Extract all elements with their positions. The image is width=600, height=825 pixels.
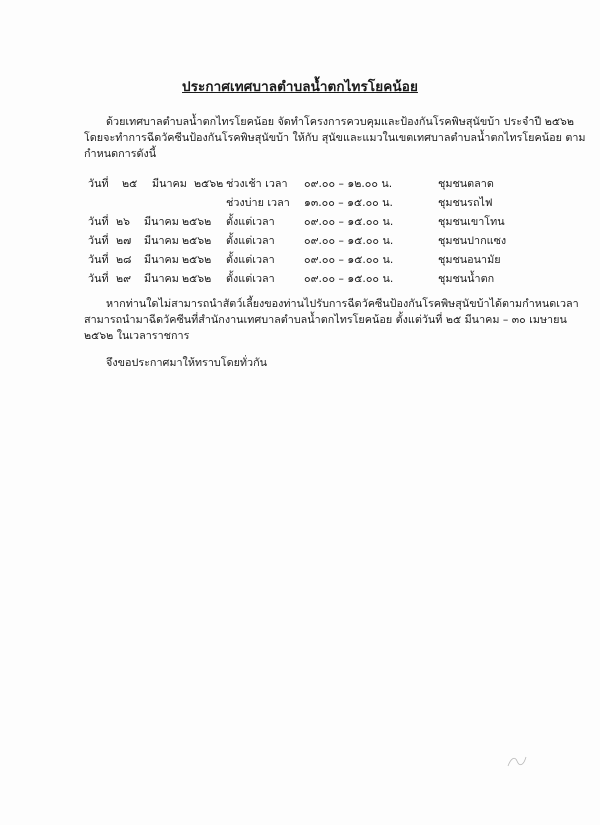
vaccination-schedule (84, 175, 507, 289)
schedule-date: ๒๖ (116, 215, 130, 228)
schedule-period: ตั้งแต่เวลา (226, 253, 275, 266)
schedule-row (84, 270, 504, 289)
announcement-title: ประกาศเทศบาลตำบลน้ำตกไทรโยคน้อย (182, 79, 418, 95)
schedule-year: ๒๕๖๒ (182, 253, 212, 266)
schedule-time: ๑๓.๐๐ – ๑๕.๐๐ น. (304, 196, 393, 209)
schedule-day-label: วันที่ (88, 234, 109, 247)
followup-paragraph (84, 296, 579, 344)
schedule-month: มีนาคม (144, 215, 179, 228)
pen-mark-scribble (505, 752, 529, 770)
schedule-month: มีนาคม (144, 253, 179, 266)
schedule-community: ชุมชนรถไฟ (438, 196, 493, 209)
schedule-row (84, 194, 504, 213)
schedule-community: ชุมชนน้ำตก (438, 272, 495, 285)
schedule-row (84, 232, 507, 251)
schedule-date: ๒๙ (116, 272, 132, 285)
schedule-row (84, 175, 504, 194)
schedule-period: ช่วงบ่าย เวลา (226, 196, 290, 209)
schedule-community: ชุมชนตลาด (438, 177, 494, 190)
followup-line-3: ๒๕๖๒ ในเวลาราชการ (84, 329, 190, 342)
schedule-year: ๒๕๖๒ (182, 215, 212, 228)
schedule-community: ชุมชนปากแซง (438, 234, 507, 247)
schedule-community: ชุมชนเขาโทน (438, 215, 505, 228)
schedule-time: ๐๙.๐๐ – ๑๕.๐๐ น. (304, 272, 394, 285)
schedule-month: มีนาคม (144, 272, 179, 285)
followup-line-2: สามารถนำมาฉีดวัคซีนที่สำนักงานเทศบาลตำบลน้ำตกไทรโยคน้อย ตั้งแต่วันที่ ๒๕ มีนาคม – ๓๐ เมษายน (84, 313, 567, 326)
schedule-year: ๒๕๖๒ (194, 177, 224, 190)
schedule-time: ๐๙.๐๐ – ๑๕.๐๐ น. (304, 234, 394, 247)
schedule-day-label: วันที่ (88, 177, 109, 190)
schedule-period: ตั้งแต่เวลา (226, 234, 275, 247)
schedule-row (84, 251, 504, 270)
closing-paragraph (84, 355, 524, 371)
schedule-date: ๒๗ (116, 234, 132, 247)
schedule-row (84, 213, 504, 232)
schedule-period: ตั้งแต่เวลา (226, 272, 275, 285)
schedule-day-label: วันที่ (88, 215, 109, 228)
schedule-month: มีนาคม (144, 234, 179, 247)
schedule-day-label: วันที่ (88, 253, 109, 266)
intro-line-2: โดยจะทำการฉีดวัคซีนป้องกันโรคพิษสุนัขบ้า ให้กับ สุนัขและแมวในเขตเทศบาลตำบลน้ำตกไทรโยคน้อย ตาม (84, 131, 586, 144)
schedule-community: ชุมชนอนามัย (438, 253, 501, 266)
closing-line: จึงขอประกาศมาให้ทราบโดยทั่วกัน (106, 356, 268, 369)
schedule-year: ๒๕๖๒ (182, 272, 212, 285)
intro-line-3: กำหนดการดังนี้ (84, 147, 157, 160)
schedule-period: ตั้งแต่เวลา (226, 215, 275, 228)
schedule-time: ๐๙.๐๐ – ๑๕.๐๐ น. (304, 253, 394, 266)
schedule-date: ๒๘ (116, 253, 132, 266)
intro-paragraph (84, 114, 586, 162)
schedule-month: มีนาคม (152, 177, 187, 190)
schedule-day-label: วันที่ (88, 272, 109, 285)
schedule-time: ๐๙.๐๐ – ๑๕.๐๐ น. (304, 215, 394, 228)
schedule-year: ๒๕๖๒ (182, 234, 212, 247)
schedule-date: ๒๕ (122, 177, 138, 190)
schedule-period: ช่วงเช้า เวลา (226, 177, 288, 190)
followup-line-1: หากท่านใดไม่สามารถนำสัตว์เลี้ยงของท่านไปรับการฉีดวัคซีนป้องกันโรคพิษสุนัขบ้าได้ตามกำหนดเวลา (106, 297, 579, 310)
schedule-time: ๐๙.๐๐ – ๑๒.๐๐ น. (304, 177, 393, 190)
intro-line-1: ด้วยเทศบาลตำบลน้ำตกไทรโยคน้อย จัดทำโครงการควบคุมและป้องกันโรคพิษสุนัขบ้า ประจำปี ๒๕๖๒ (106, 115, 574, 128)
